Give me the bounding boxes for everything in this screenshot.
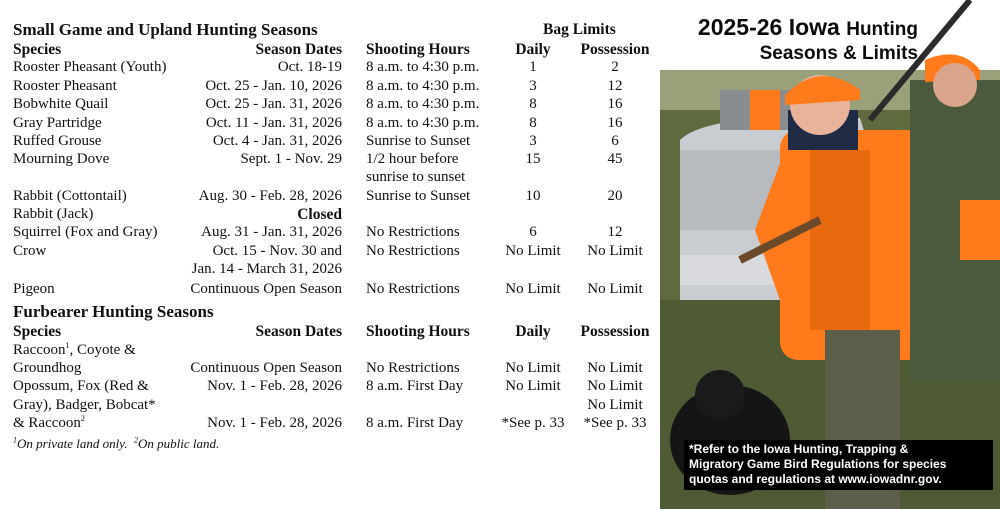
species-cell: Bobwhite Quail	[13, 96, 109, 112]
furbearer-title-row	[13, 302, 655, 321]
hours-cell: 8 a.m. to 4:30 p.m.	[366, 115, 480, 131]
dates-cell-closed: Closed	[297, 206, 342, 223]
poster-title-line1	[698, 14, 918, 43]
dates-cell: Oct. 4 - Jan. 31, 2026	[212, 133, 342, 149]
dates-cell: Oct. 15 - Nov. 30 and	[212, 243, 342, 259]
species-cell	[13, 414, 85, 433]
daily-cell: 15	[525, 151, 541, 167]
daily-cell: No Limit	[505, 360, 561, 376]
hours-cell: Sunrise to Sunset	[366, 133, 471, 149]
table-row	[13, 95, 655, 114]
species-cell: Squirrel (Fox and Gray)	[13, 224, 158, 240]
species-cell: Rooster Pheasant	[13, 78, 117, 94]
possession-cell: 12	[607, 224, 623, 240]
dates-cell: Nov. 1 - Feb. 28, 2026	[207, 415, 342, 431]
hours-cell: 8 a.m. to 4:30 p.m.	[366, 96, 480, 112]
table-row	[13, 187, 655, 206]
species-cell: Gray), Badger, Bobcat*	[13, 397, 156, 413]
dates-cell: Aug. 31 - Jan. 31, 2026	[201, 224, 342, 240]
species-cell: Rabbit (Cottontail)	[13, 188, 127, 204]
species-cell: Rooster Pheasant (Youth)	[13, 59, 167, 75]
hours-cell: No Restrictions	[366, 243, 460, 259]
species-text: , Coyote &	[69, 342, 136, 358]
footnote-1: On private land only.	[17, 436, 128, 451]
hours-cell: 8 a.m. to 4:30 p.m.	[366, 78, 480, 94]
possession-cell: 2	[611, 59, 619, 75]
title-year: 2025-26 Iowa	[697, 14, 840, 40]
hunting-photo	[660, 0, 1000, 509]
possession-cell: 16	[607, 115, 623, 131]
footnote-text	[13, 434, 219, 453]
header-species: Species	[13, 41, 62, 58]
table-row	[13, 77, 655, 96]
header-shooting-hours: Shooting Hours	[366, 41, 470, 58]
species-cell: Rabbit (Jack)	[13, 206, 94, 222]
species-cell: Mourning Dove	[13, 151, 110, 167]
table-row	[13, 150, 655, 169]
daily-cell: No Limit	[505, 281, 561, 297]
species-cell: Pigeon	[13, 281, 55, 297]
species-text: Raccoon	[13, 342, 66, 358]
footnote-marker: 1	[65, 341, 70, 350]
header-season-dates: Season Dates	[255, 323, 342, 340]
table-row	[13, 114, 655, 133]
table-row	[13, 58, 655, 77]
header-season-dates: Season Dates	[255, 41, 342, 58]
possession-cell: No Limit	[587, 281, 643, 297]
species-cell: Gray Partridge	[13, 115, 102, 131]
possession-cell: *See p. 33	[583, 415, 647, 431]
possession-cell: No Limit	[587, 397, 643, 413]
hours-cell: 8 a.m. First Day	[366, 415, 464, 431]
species-cell: Crow	[13, 243, 47, 259]
table-row-continuation	[13, 359, 655, 378]
dates-cell: Nov. 1 - Feb. 28, 2026	[207, 378, 342, 394]
hours-cell: No Restrictions	[366, 224, 460, 240]
daily-cell: No Limit	[505, 243, 561, 259]
possession-cell: 6	[611, 133, 619, 149]
daily-cell: 8	[529, 96, 537, 112]
dates-cell: Oct. 18-19	[277, 59, 342, 75]
header-shooting-hours: Shooting Hours	[366, 323, 470, 340]
table-row	[13, 132, 655, 151]
hours-cell: 1/2 hour before	[366, 151, 459, 167]
dates-cell: Jan. 14 - March 31, 2026	[191, 261, 342, 277]
possession-cell: 16	[607, 96, 623, 112]
daily-cell: No Limit	[505, 378, 561, 394]
hours-cell: sunrise to sunset	[366, 169, 466, 185]
hours-cell: Sunrise to Sunset	[366, 188, 471, 204]
table-row	[13, 205, 655, 224]
possession-cell: No Limit	[587, 243, 643, 259]
table-row	[13, 223, 655, 242]
header-daily: Daily	[515, 41, 551, 58]
daily-cell: 6	[529, 224, 537, 240]
poster-title-line2: Seasons & Limits	[759, 43, 918, 64]
table-row	[13, 280, 655, 299]
possession-cell: 12	[607, 78, 623, 94]
small-game-title-row	[13, 20, 655, 39]
dates-cell: Oct. 25 - Jan. 31, 2026	[205, 96, 342, 112]
regulations-note	[684, 440, 993, 490]
hours-cell: 8 a.m. to 4:30 p.m.	[366, 59, 480, 75]
species-cell	[13, 341, 136, 360]
dates-cell: Oct. 25 - Jan. 10, 2026	[205, 78, 342, 94]
daily-cell: 3	[529, 133, 537, 149]
note-line: quotas and regulations at www.iowadnr.gov.	[689, 472, 942, 486]
species-cell: Groundhog	[13, 360, 82, 376]
note-line: Migratory Game Bird Regulations for species	[689, 457, 947, 471]
table-row	[13, 377, 655, 396]
bag-limits-label: Bag Limits	[543, 21, 616, 38]
hours-cell: No Restrictions	[366, 360, 460, 376]
daily-cell: 3	[529, 78, 537, 94]
footnote	[13, 434, 655, 453]
title-word: Hunting	[846, 19, 918, 40]
hours-cell: No Restrictions	[366, 281, 460, 297]
daily-cell: 8	[529, 115, 537, 131]
furbearer-header-row	[13, 322, 655, 341]
dates-cell: Sept. 1 - Nov. 29	[240, 151, 342, 167]
footnote-2: On public land.	[138, 436, 220, 451]
dates-cell: Oct. 11 - Jan. 31, 2026	[205, 115, 342, 131]
header-possession: Possession	[580, 323, 650, 340]
furbearer-section-title: Furbearer Hunting Seasons	[13, 302, 214, 321]
header-possession: Possession	[580, 41, 650, 58]
possession-cell: 20	[607, 188, 623, 204]
footnote-marker: 2	[134, 435, 138, 445]
footnote-marker: 1	[13, 435, 17, 445]
table-row-continuation	[13, 260, 655, 279]
table-row	[13, 414, 655, 433]
daily-cell: 10	[525, 188, 541, 204]
dates-cell: Aug. 30 - Feb. 28, 2026	[198, 188, 342, 204]
table-row-continuation	[13, 396, 655, 415]
header-species: Species	[13, 323, 62, 340]
possession-cell: 45	[607, 151, 623, 167]
footnote-marker: 2	[80, 414, 85, 423]
hours-cell: 8 a.m. First Day	[366, 378, 464, 394]
small-game-section-title: Small Game and Upland Hunting Seasons	[13, 20, 318, 39]
daily-cell: *See p. 33	[501, 415, 565, 431]
species-cell: Opossum, Fox (Red &	[13, 378, 149, 394]
table-row-continuation	[13, 168, 655, 187]
small-game-header-row	[13, 40, 655, 59]
species-text: & Raccoon	[13, 415, 81, 431]
dates-cell: Continuous Open Season	[190, 281, 342, 297]
note-line: *Refer to the Iowa Hunting, Trapping &	[689, 442, 909, 456]
possession-cell: No Limit	[587, 360, 643, 376]
header-daily: Daily	[515, 323, 551, 340]
species-cell: Ruffed Grouse	[13, 133, 102, 149]
hunters-illustration	[660, 0, 1000, 509]
dates-cell: Continuous Open Season	[190, 360, 342, 376]
possession-cell: No Limit	[587, 378, 643, 394]
poster-title	[698, 14, 918, 65]
table-row	[13, 242, 655, 261]
daily-cell: 1	[529, 59, 537, 75]
table-row	[13, 341, 655, 360]
